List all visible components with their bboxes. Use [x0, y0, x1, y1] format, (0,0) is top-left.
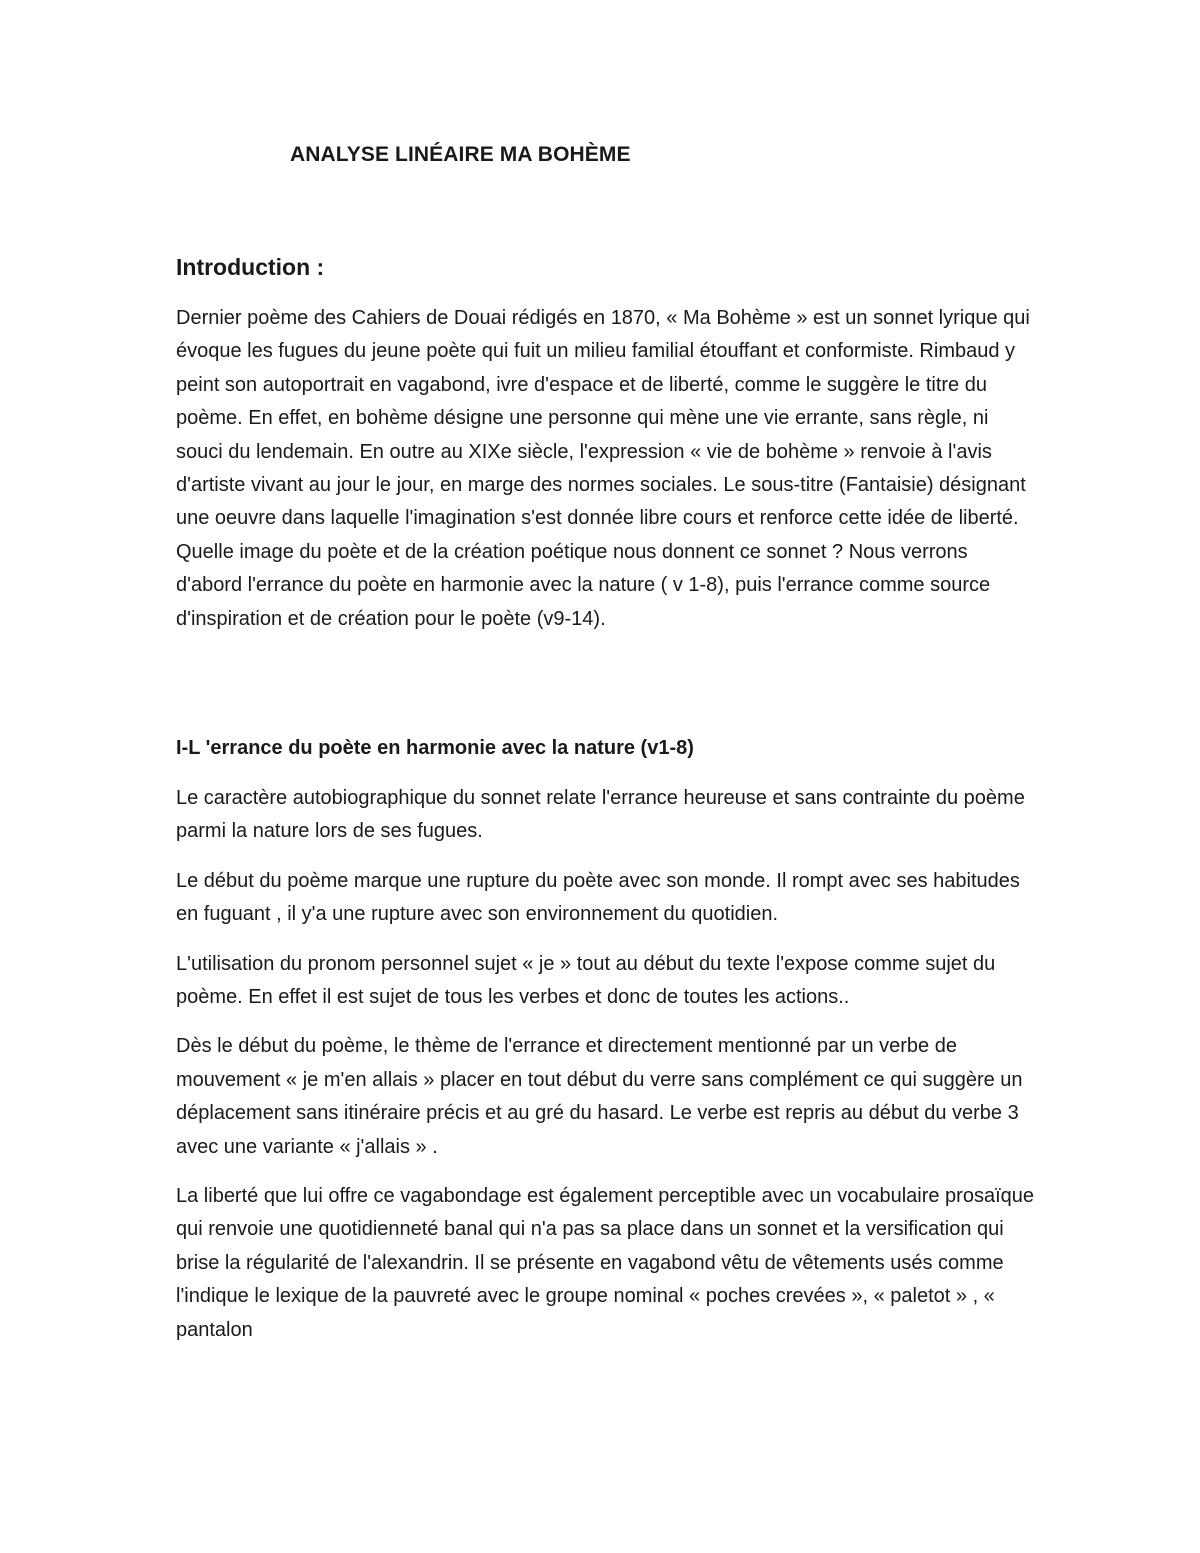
introduction-paragraph: Dernier poème des Cahiers de Douai rédigés en 1870, « Ma Bohème » est un sonnet lyrique qui évoque les fugues du jeune poète qui fuit un milieu familial étouffant et conformiste. Rimbaud y peint son autoportrait en vagabond, ivre d'espace et de liberté, comme le suggère le titre du poème. En effet, en bohème désigne une personne qui mène une vie errante, sans règle, ni souci du lendemain. En outre au XIXe siècle, l'expression « vie de bohème » renvoie à l'avis d'artiste vivant au jour le jour, en marge des normes sociales. Le sous-titre (Fantaisie) désignant une oeuvre dans laquelle l'imagination s'est donnée libre cours et renforce cette idée de liberté. Quelle image du poète et de la création poétique nous donnent ce sonnet ? Nous verrons d'abord l'errance du poète en harmonie avec la nature ( v 1-8), puis l'errance comme source d'inspiration et de création pour le poète (v9-14).: [176, 307, 1030, 630]
introduction-heading: Introduction :: [176, 254, 325, 280]
section-1-paragraph: La liberté que lui offre ce vagabondage est également perceptible avec un vocabulaire prosaïque qui renvoie une quotidienneté banal qui n'a pas sa place dans un sonnet et la versification qui brise la régularité de l'alexandrin. Il se présente en vagabond vêtu de vêtements usés comme l'indique le lexique de la pauvreté avec le groupe nominal « poches crevées », « paletot » , « pantalon: [176, 1185, 1034, 1341]
document-title: ANALYSE LINÉAIRE MA BOHÈME: [290, 143, 631, 166]
section-1-paragraph: L'utilisation du pronom personnel sujet « je » tout au début du texte l'expose comme sujet du poème. En effet il est sujet de tous les verbes et donc de toutes les actions..: [176, 952, 996, 1009]
section-1-paragraph: Le début du poème marque une rupture du poète avec son monde. Il rompt avec ses habitudes en fuguant , il y'a une rupture avec son environnement du quotidien.: [176, 869, 1020, 926]
section-1-body: [176, 782, 1036, 1363]
section-1-paragraph: Dès le début du poème, le thème de l'errance et directement mentionné par un verbe de mouvement « je m'en allais » placer en tout début du verre sans complément ce qui suggère un déplacement sans itinéraire précis et au gré du hasard. Le verbe est repris au début du verbe 3 avec une variante « j'allais » .: [176, 1035, 1023, 1158]
section-1-heading: I-L 'errance du poète en harmonie avec la nature (v1-8): [176, 737, 694, 759]
document-page: [176, 0, 1036, 1553]
section-1-paragraph: Le caractère autobiographique du sonnet relate l'errance heureuse et sans contrainte du poème parmi la nature lors de ses fugues.: [176, 787, 1025, 843]
